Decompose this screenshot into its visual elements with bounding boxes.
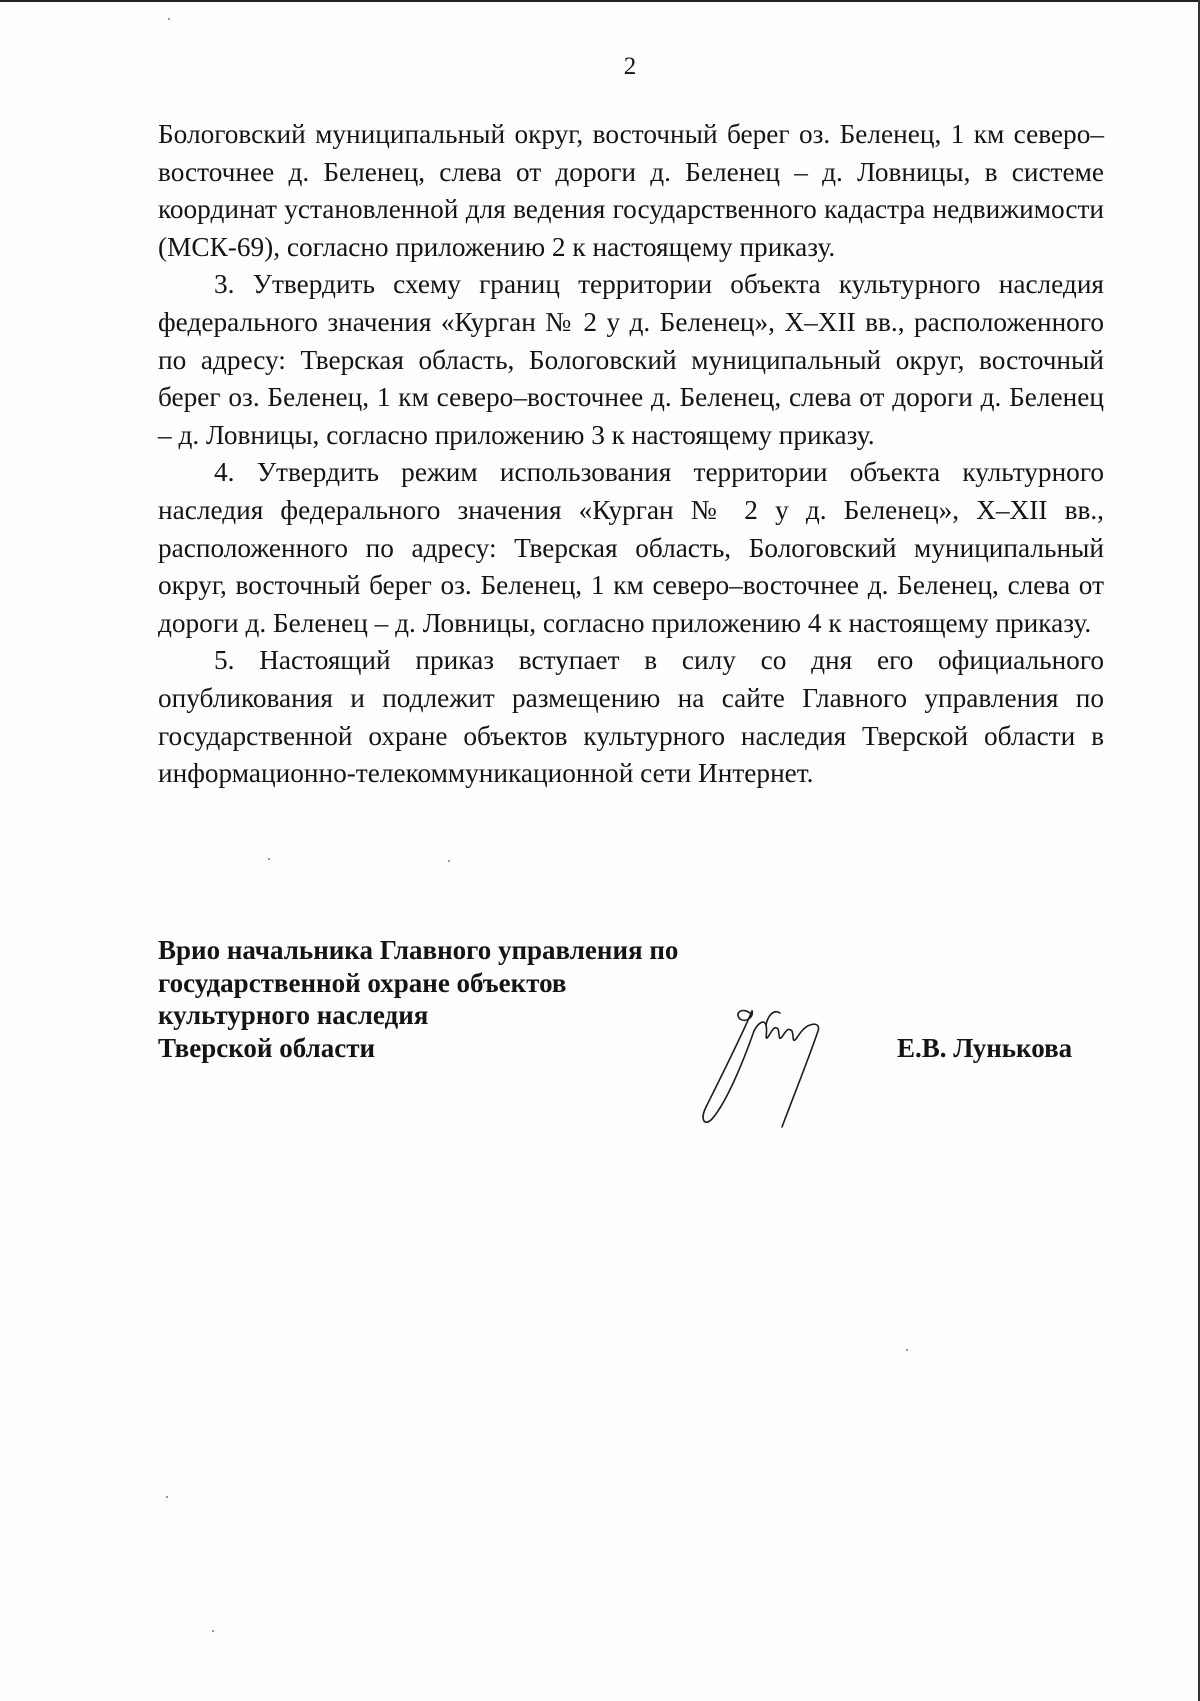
scan-speck	[212, 1630, 214, 1632]
paragraph-continuation: Бологовский муниципальный округ, восточный берег оз. Беленец, 1 км северо–восточнее д. Беленец, слева от дороги д. Беленец – д. Ловницы, в системе координат установленной для ведения государственного кадастра недвижимости (МСК-69), согласно приложению 2 к настоящему приказу.	[158, 119, 1104, 262]
scan-speck	[166, 1496, 168, 1498]
handwritten-signature-icon	[670, 995, 860, 1135]
signatory-name: Е.В. Лунькова	[897, 1033, 1073, 1063]
signatory-title-line: государственной охране объектов	[158, 967, 567, 998]
page-number: 2	[623, 53, 637, 80]
scan-speck	[168, 18, 170, 20]
paragraph-item-4: 4. Утвердить режим использования территории объекта культурного наследия федерального значения «Курган № 2 у д. Беленец», X–XII вв., расположенного по адресу: Тверская область, Бологовский муниципальный округ, восточный берег оз. Беленец, 1 км северо–восточнее д. Беленец, слева от дороги д. Беленец – д. Ловницы, согласно приложению 4 к настоящему приказу.	[158, 457, 1104, 638]
signatory-title-line: культурного наследия	[158, 1000, 429, 1030]
scan-speck	[448, 860, 450, 862]
signatory-title-line: Врио начальника Главного управления по	[158, 935, 679, 965]
scan-edge-top	[0, 0, 1200, 2]
paragraph-item-3: 3. Утвердить схему границ территории объекта культурного наследия федерального значения «Курган № 2 у д. Беленец», X–XII вв., расположенного по адресу: Тверская область, Бологовский муниципальный округ, восточный берег оз. Беленец, 1 км северо–восточнее д. Беленец, слева от дороги д. Беленец – д. Ловницы, согласно приложению 3 к настоящему приказу.	[158, 269, 1104, 450]
document-body	[158, 116, 1104, 793]
scan-speck	[268, 858, 270, 860]
scan-speck	[906, 1349, 908, 1351]
paragraph-item-5: 5. Настоящий приказ вступает в силу со дня его официального опубликования и подлежит размещению на сайте Главного управления по государственной охране объектов культурного наследия Тверской области в информационно-телекоммуникационной сети Интернет.	[158, 645, 1104, 789]
signatory-title-line: Тверской области	[158, 1032, 376, 1063]
